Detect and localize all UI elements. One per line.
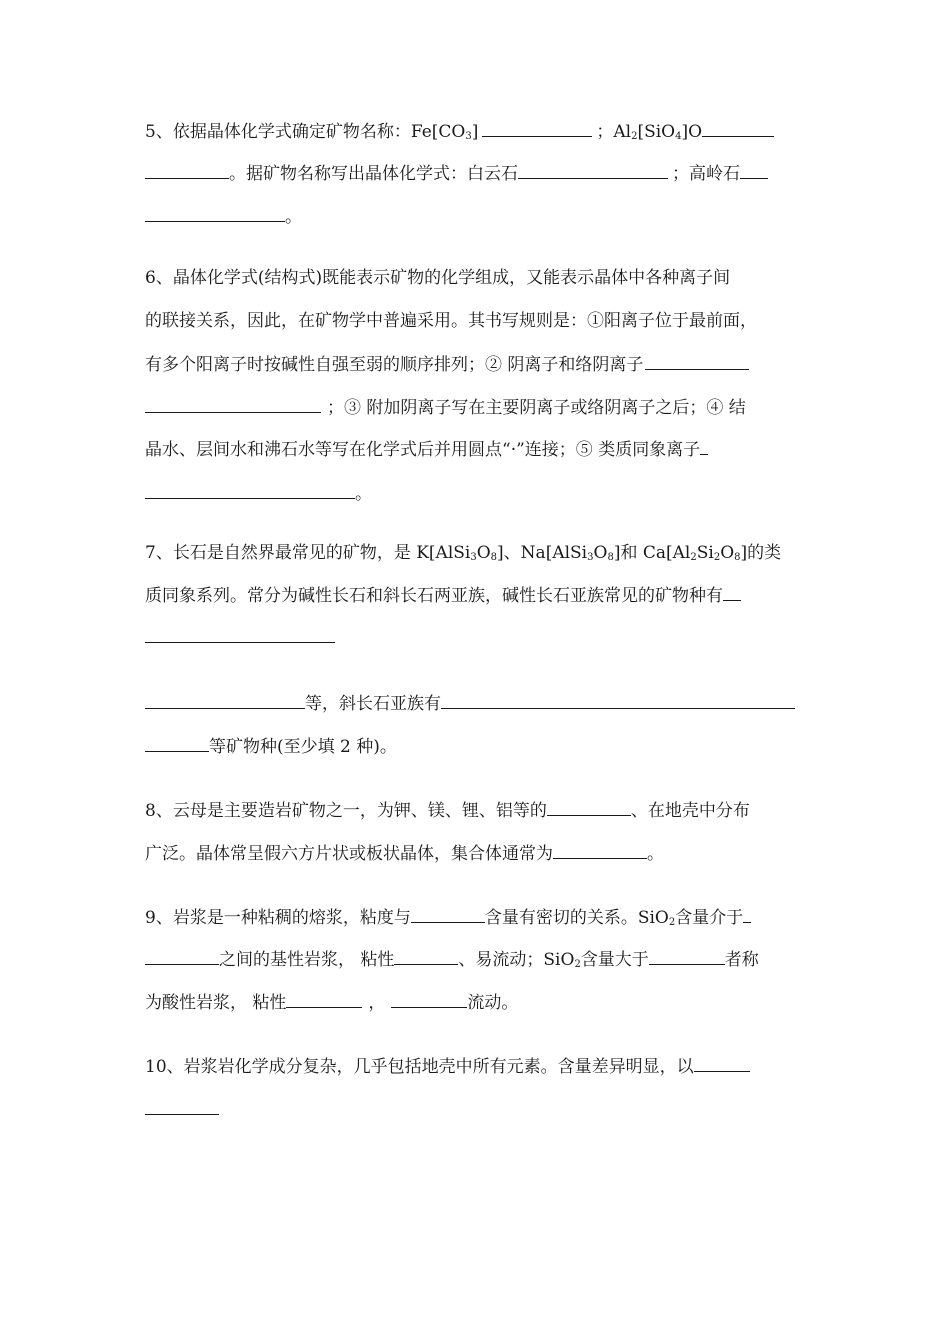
answer-blank[interactable] [145, 1096, 219, 1115]
answer-blank[interactable] [645, 351, 749, 370]
answer-blank[interactable] [391, 989, 467, 1008]
q7-text: O [720, 543, 735, 563]
q9-text: ， [368, 993, 386, 1013]
answer-blank[interactable] [702, 118, 774, 137]
q5-formula-part: Fe[CO [410, 122, 466, 142]
q6-text: ；③ 附加阴离子写在主要阴离子或络阴离子之后；④ 结 [327, 398, 746, 418]
q9-text: 流动。 [467, 993, 519, 1013]
q8-text: 。 [647, 844, 664, 864]
answer-blank[interactable] [145, 624, 335, 643]
q7-text: 等，斜长石亚族有 [305, 694, 441, 714]
answer-blank[interactable] [145, 480, 355, 499]
q6-line-1: 6、晶体化学式(结构式)既能表示矿物的化学组成，又能表示晶体中各种离子间 [145, 268, 731, 288]
q5-line-2 [145, 160, 768, 186]
subscript: 2 [713, 552, 721, 563]
answer-blank[interactable] [145, 690, 305, 709]
q9-text: 、易流动；SiO [458, 950, 575, 970]
answer-blank[interactable] [482, 118, 592, 137]
q7-line-1 [145, 541, 781, 565]
subscript: 2 [574, 959, 581, 970]
q7-text: ]和 Ca[Al [613, 543, 691, 563]
answer-blank[interactable] [694, 1053, 750, 1072]
subscript: 8 [734, 552, 741, 563]
q6-text: 。 [355, 484, 372, 504]
q7-text: 等矿物种(至少填 2 种)。 [209, 737, 397, 757]
answer-blank[interactable] [394, 946, 458, 965]
answer-blank[interactable] [145, 733, 209, 752]
q6-text: 有多个阳离子时按碱性自强至弱的顺序排列；② 阴离子和络阴离子 [145, 355, 644, 375]
q8-line-2 [145, 840, 664, 866]
q5-formula-kyanite [613, 122, 702, 142]
q9-line-2 [145, 946, 759, 972]
q9-text: 9、岩浆是一种粘稠的熔浆，粘度与 [145, 908, 411, 928]
q5-text: 。 [285, 207, 302, 227]
q7-line-4 [145, 690, 795, 716]
q7-text: O [476, 543, 491, 563]
q5-text: 。据矿物名称写出晶体化学式：白云石 [229, 164, 518, 184]
subscript: 3 [470, 552, 477, 563]
q9-text: 之间的基性岩浆， 粘性 [219, 950, 395, 970]
subscript: 2 [631, 131, 638, 142]
subscript: 2 [668, 917, 676, 928]
q6-line-2: 的联接关系，因此，在矿物学中普遍采用。其书写规则是：①阳离子位于最前面， [145, 311, 757, 331]
q5-text: ；高岭石 [672, 164, 740, 184]
answer-blank[interactable] [145, 160, 229, 179]
answer-blank[interactable] [649, 946, 725, 965]
answer-blank[interactable] [411, 904, 485, 923]
q8-line-1 [145, 797, 750, 823]
q7-text: ]、Na[AlSi [497, 543, 588, 563]
q7-text: 7、长石是自然界最常见的矿物，是 K[AlSi [145, 543, 471, 563]
answer-blank[interactable] [700, 436, 708, 455]
q5-formula-part: [SiO [637, 122, 676, 142]
q6-line-5 [145, 436, 708, 462]
answer-blank[interactable] [145, 946, 219, 965]
answer-blank[interactable] [518, 160, 668, 179]
q9-text: 含量有密切的关系。SiO [484, 908, 669, 928]
q6-line-6 [145, 480, 372, 506]
q9-line-1 [145, 904, 751, 930]
q9-text: 为酸性岩浆， 粘性 [145, 993, 287, 1013]
q5-formula-part: ] [471, 122, 479, 142]
q6-line-4 [145, 394, 746, 420]
q5-line-1 [145, 118, 774, 144]
subscript: 8 [607, 552, 614, 563]
q5-line-3 [145, 203, 302, 229]
subscript: 3 [465, 131, 472, 142]
q7-text: ]的类 [740, 543, 782, 563]
q9-text: 者称 [724, 950, 759, 970]
q8-text: 、在地壳中分布 [630, 801, 750, 821]
q9-text: 含量大于 [580, 950, 649, 970]
q6-line-3 [145, 351, 749, 377]
subscript: 3 [587, 552, 594, 563]
subscript: 4 [675, 131, 682, 142]
q7-text: 质同象系列。常分为碱性长石和斜长石两亚族，碱性长石亚族常见的矿物种有 [145, 586, 723, 606]
q10-line-1 [145, 1053, 750, 1079]
q5-formula-part: ]O [681, 122, 703, 142]
subscript: 8 [490, 552, 498, 563]
q10-line-2 [145, 1096, 219, 1122]
q5-text: 5、依据晶体化学式确定矿物名称： [145, 122, 411, 142]
q7-text: Si [696, 543, 714, 563]
q9-line-3 [145, 989, 518, 1015]
answer-blank[interactable] [723, 582, 741, 601]
subscript: 2 [690, 552, 697, 563]
answer-blank[interactable] [286, 989, 362, 1008]
q5-formula-siderite [411, 122, 479, 142]
q5-text: ； [596, 122, 614, 142]
answer-blank[interactable] [743, 904, 751, 923]
q8-text: 广泛。晶体常呈假六方片状或板状晶体，集合体通常为 [145, 844, 553, 864]
answer-blank[interactable] [547, 797, 631, 816]
answer-blank[interactable] [145, 203, 285, 222]
q6-text: 晶水、层间水和沸石水等写在化学式后并用圆点“·”连接；⑤ 类质同象离子 [145, 440, 701, 460]
answer-blank[interactable] [553, 840, 647, 859]
q9-text: 含量介于 [675, 908, 744, 928]
q5-formula-part: Al [613, 122, 632, 142]
q10-text: 10、岩浆岩化学成分复杂，几乎包括地壳中所有元素。含量差异明显，以 [145, 1057, 694, 1077]
q7-line-5 [145, 733, 397, 759]
answer-blank[interactable] [145, 394, 321, 413]
q7-text: O [593, 543, 608, 563]
answer-blank[interactable] [740, 160, 768, 179]
q7-line-3 [145, 624, 335, 650]
q8-text: 8、云母是主要造岩矿物之一，为钾、镁、锂、铝等的 [145, 801, 547, 821]
answer-blank[interactable] [441, 690, 795, 709]
q7-line-2 [145, 582, 741, 608]
